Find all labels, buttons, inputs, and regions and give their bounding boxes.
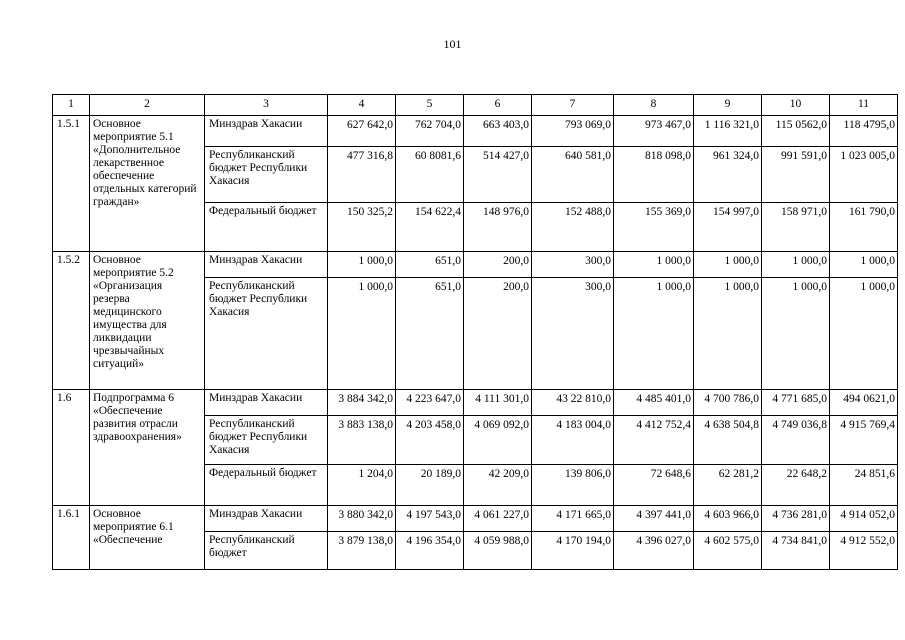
column-header: 11 xyxy=(830,95,898,116)
amount-cell: 651,0 xyxy=(396,252,464,278)
amount-cell: 4 196 354,0 xyxy=(396,532,464,570)
amount-cell: 4 412 752,4 xyxy=(614,416,694,465)
item-name: Основное мероприятие 5.1 «Дополнительное лекарственное обеспечение отдельных категорий граждан» xyxy=(90,116,205,252)
amount-cell: 139 806,0 xyxy=(532,465,614,506)
column-header: 3 xyxy=(205,95,328,116)
amount-cell: 4 915 769,4 xyxy=(830,416,898,465)
amount-cell: 477 316,8 xyxy=(328,147,396,203)
column-header: 7 xyxy=(532,95,614,116)
amount-cell: 4 603 966,0 xyxy=(694,506,762,532)
column-header: 8 xyxy=(614,95,694,116)
amount-cell: 793 069,0 xyxy=(532,116,614,147)
amount-cell: 158 971,0 xyxy=(762,203,830,252)
amount-cell: 200,0 xyxy=(464,252,532,278)
amount-cell: 991 591,0 xyxy=(762,147,830,203)
amount-cell: 961 324,0 xyxy=(694,147,762,203)
funding-source: Минздрав Хакасии xyxy=(205,252,328,278)
amount-cell: 118 4795,0 xyxy=(830,116,898,147)
amount-cell: 3 884 342,0 xyxy=(328,390,396,416)
funding-source: Федеральный бюджет xyxy=(205,203,328,252)
amount-cell: 4 771 685,0 xyxy=(762,390,830,416)
amount-cell: 43 22 810,0 xyxy=(532,390,614,416)
column-header: 5 xyxy=(396,95,464,116)
funding-source: Минздрав Хакасии xyxy=(205,390,328,416)
funding-source: Федеральный бюджет xyxy=(205,465,328,506)
amount-cell: 4 734 841,0 xyxy=(762,532,830,570)
amount-cell: 155 369,0 xyxy=(614,203,694,252)
amount-cell: 4 396 027,0 xyxy=(614,532,694,570)
amount-cell: 640 581,0 xyxy=(532,147,614,203)
amount-cell: 148 976,0 xyxy=(464,203,532,252)
column-header: 6 xyxy=(464,95,532,116)
amount-cell: 1 000,0 xyxy=(762,252,830,278)
amount-cell: 152 488,0 xyxy=(532,203,614,252)
amount-cell: 4 912 552,0 xyxy=(830,532,898,570)
amount-cell: 627 642,0 xyxy=(328,116,396,147)
table-header-row xyxy=(53,95,898,116)
funding-source: Республиканский бюджет Республики Хакасия xyxy=(205,416,328,465)
amount-cell: 4 602 575,0 xyxy=(694,532,762,570)
amount-cell: 300,0 xyxy=(532,278,614,390)
amount-cell: 4 485 401,0 xyxy=(614,390,694,416)
item-name: Основное мероприятие 6.1 «Обеспечение xyxy=(90,506,205,570)
item-code: 1.6 xyxy=(53,390,90,506)
column-header: 4 xyxy=(328,95,396,116)
amount-cell: 300,0 xyxy=(532,252,614,278)
amount-cell: 1 000,0 xyxy=(694,252,762,278)
table-row xyxy=(53,506,898,532)
table-row xyxy=(53,116,898,147)
amount-cell: 4 183 004,0 xyxy=(532,416,614,465)
column-header: 10 xyxy=(762,95,830,116)
amount-cell: 115 0562,0 xyxy=(762,116,830,147)
column-header: 2 xyxy=(90,95,205,116)
column-header: 1 xyxy=(53,95,90,116)
amount-cell: 4 736 281,0 xyxy=(762,506,830,532)
amount-cell: 1 023 005,0 xyxy=(830,147,898,203)
amount-cell: 72 648,6 xyxy=(614,465,694,506)
amount-cell: 4 170 194,0 xyxy=(532,532,614,570)
amount-cell: 651,0 xyxy=(396,278,464,390)
funding-source: Республиканский бюджет Республики Хакасия xyxy=(205,147,328,203)
amount-cell: 3 883 138,0 xyxy=(328,416,396,465)
amount-cell: 1 000,0 xyxy=(614,252,694,278)
amount-cell: 4 700 786,0 xyxy=(694,390,762,416)
amount-cell: 4 914 052,0 xyxy=(830,506,898,532)
table-row xyxy=(53,390,898,416)
column-header: 9 xyxy=(694,95,762,116)
page-number: 101 xyxy=(443,37,462,51)
amount-cell: 1 000,0 xyxy=(762,278,830,390)
amount-cell: 1 116 321,0 xyxy=(694,116,762,147)
amount-cell: 4 069 092,0 xyxy=(464,416,532,465)
item-name: Подпрограмма 6 «Обеспечение развития отрасли здравоохранения» xyxy=(90,390,205,506)
amount-cell: 762 704,0 xyxy=(396,116,464,147)
amount-cell: 3 880 342,0 xyxy=(328,506,396,532)
amount-cell: 42 209,0 xyxy=(464,465,532,506)
amount-cell: 4 203 458,0 xyxy=(396,416,464,465)
amount-cell: 818 098,0 xyxy=(614,147,694,203)
amount-cell: 200,0 xyxy=(464,278,532,390)
amount-cell: 4 397 441,0 xyxy=(614,506,694,532)
amount-cell: 4 197 543,0 xyxy=(396,506,464,532)
amount-cell: 22 648,2 xyxy=(762,465,830,506)
funding-source: Минздрав Хакасии xyxy=(205,506,328,532)
amount-cell: 4 638 504,8 xyxy=(694,416,762,465)
amount-cell: 62 281,2 xyxy=(694,465,762,506)
amount-cell: 1 000,0 xyxy=(830,252,898,278)
amount-cell: 20 189,0 xyxy=(396,465,464,506)
amount-cell: 1 000,0 xyxy=(694,278,762,390)
amount-cell: 4 749 036,8 xyxy=(762,416,830,465)
amount-cell: 494 0621,0 xyxy=(830,390,898,416)
amount-cell: 60 8081,6 xyxy=(396,147,464,203)
amount-cell: 4 111 301,0 xyxy=(464,390,532,416)
amount-cell: 4 223 647,0 xyxy=(396,390,464,416)
amount-cell: 1 000,0 xyxy=(328,278,396,390)
amount-cell: 150 325,2 xyxy=(328,203,396,252)
item-name: Основное мероприятие 5.2 «Организация резерва медицинского имущества для ликвидации чрезвычайных ситуаций» xyxy=(90,252,205,390)
amount-cell: 4 059 988,0 xyxy=(464,532,532,570)
amount-cell: 663 403,0 xyxy=(464,116,532,147)
item-code: 1.5.1 xyxy=(53,116,90,252)
amount-cell: 973 467,0 xyxy=(614,116,694,147)
amount-cell: 514 427,0 xyxy=(464,147,532,203)
amount-cell: 154 622,4 xyxy=(396,203,464,252)
table-row xyxy=(53,252,898,278)
amount-cell: 1 000,0 xyxy=(614,278,694,390)
amount-cell: 4 061 227,0 xyxy=(464,506,532,532)
amount-cell: 1 000,0 xyxy=(328,252,396,278)
item-code: 1.5.2 xyxy=(53,252,90,390)
amount-cell: 1 204,0 xyxy=(328,465,396,506)
amount-cell: 3 879 138,0 xyxy=(328,532,396,570)
amount-cell: 4 171 665,0 xyxy=(532,506,614,532)
amount-cell: 24 851,6 xyxy=(830,465,898,506)
item-code: 1.6.1 xyxy=(53,506,90,570)
amount-cell: 1 000,0 xyxy=(830,278,898,390)
budget-table xyxy=(52,94,898,570)
amount-cell: 154 997,0 xyxy=(694,203,762,252)
funding-source: Республиканский бюджет Республики Хакасия xyxy=(205,278,328,390)
funding-source: Республиканский бюджет xyxy=(205,532,328,570)
amount-cell: 161 790,0 xyxy=(830,203,898,252)
funding-source: Минздрав Хакасии xyxy=(205,116,328,147)
